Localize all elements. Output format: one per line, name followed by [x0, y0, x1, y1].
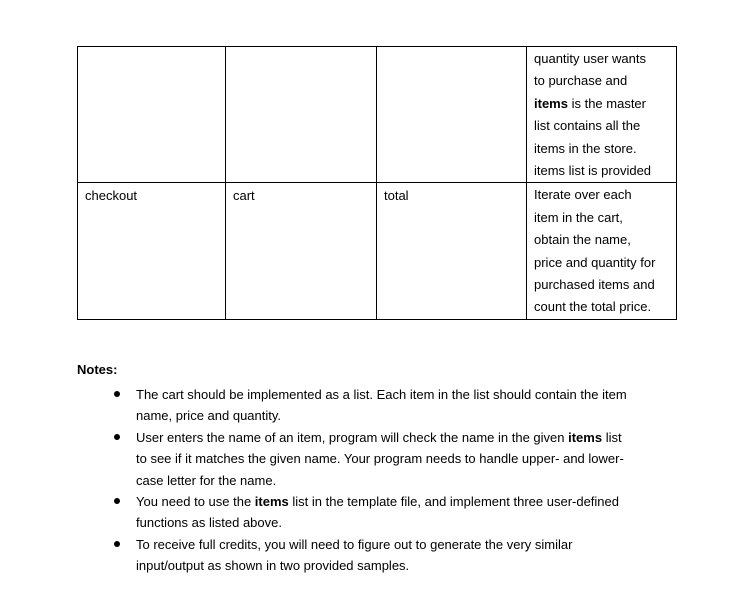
description-line: to purchase and — [534, 73, 628, 89]
list-item — [136, 534, 676, 577]
table-cell-output — [377, 183, 527, 319]
note-line: input/output as shown in two provided samples. — [136, 558, 410, 574]
note-text: list in the template file, and implement three user-defined — [288, 494, 619, 510]
table-cell-function — [78, 183, 226, 319]
description-line: Iterate over each — [534, 187, 632, 203]
items-keyword: items — [254, 494, 289, 510]
notes-heading: Notes: — [77, 362, 118, 377]
bullet-icon — [114, 391, 120, 397]
note-line: To receive full credits, you will need to figure out to generate the very similar — [136, 536, 573, 552]
note-line: The cart should be implemented as a list. Each item in the list should contain the item — [136, 387, 627, 402]
note-line — [136, 491, 676, 512]
table-cell — [377, 47, 527, 183]
table-cell-description — [527, 47, 677, 183]
list-item — [136, 384, 676, 427]
description-line: count the total price. — [534, 299, 652, 315]
note-text: You need to use the — [136, 494, 255, 510]
description-line: item in the cart, — [534, 209, 623, 225]
table-cell-input — [226, 183, 377, 319]
description-line: items in the store. — [534, 140, 637, 156]
note-line: to see if it matches the given name. Your program needs to handle upper- and lower- — [136, 451, 624, 467]
bullet-icon — [114, 541, 120, 547]
note-line: case letter for the name. — [136, 472, 277, 488]
table-cell-description — [527, 183, 677, 319]
bullet-icon — [114, 434, 120, 440]
description-line-rest: is the master — [567, 95, 646, 111]
list-item — [136, 427, 676, 491]
description-line: price and quantity for — [534, 254, 656, 270]
note-line — [136, 427, 676, 448]
table-cell — [226, 47, 377, 183]
table-row — [78, 183, 677, 319]
table-row — [78, 47, 677, 183]
bullet-icon — [114, 498, 120, 504]
function-name: checkout — [85, 188, 138, 204]
note-line: functions as listed above. — [136, 515, 282, 531]
description-line: items list is provided — [534, 163, 652, 179]
description-line — [534, 93, 672, 115]
items-keyword: items — [568, 429, 603, 445]
description-line: obtain the name, — [534, 232, 631, 248]
function-table — [77, 46, 677, 320]
input-name: cart — [233, 188, 255, 204]
description-line: purchased items and — [534, 277, 655, 293]
note-line: name, price and quantity. — [136, 408, 282, 424]
description-line: list contains all the — [534, 118, 641, 134]
note-text: list — [602, 429, 622, 445]
output-name: total — [384, 188, 409, 204]
description-line: quantity user wants — [534, 51, 647, 66]
note-text: User enters the name of an item, program will check the name in the given — [136, 429, 569, 445]
items-keyword: items — [534, 95, 568, 111]
list-item — [136, 491, 676, 534]
notes-list — [136, 384, 676, 577]
table-cell — [78, 47, 226, 183]
